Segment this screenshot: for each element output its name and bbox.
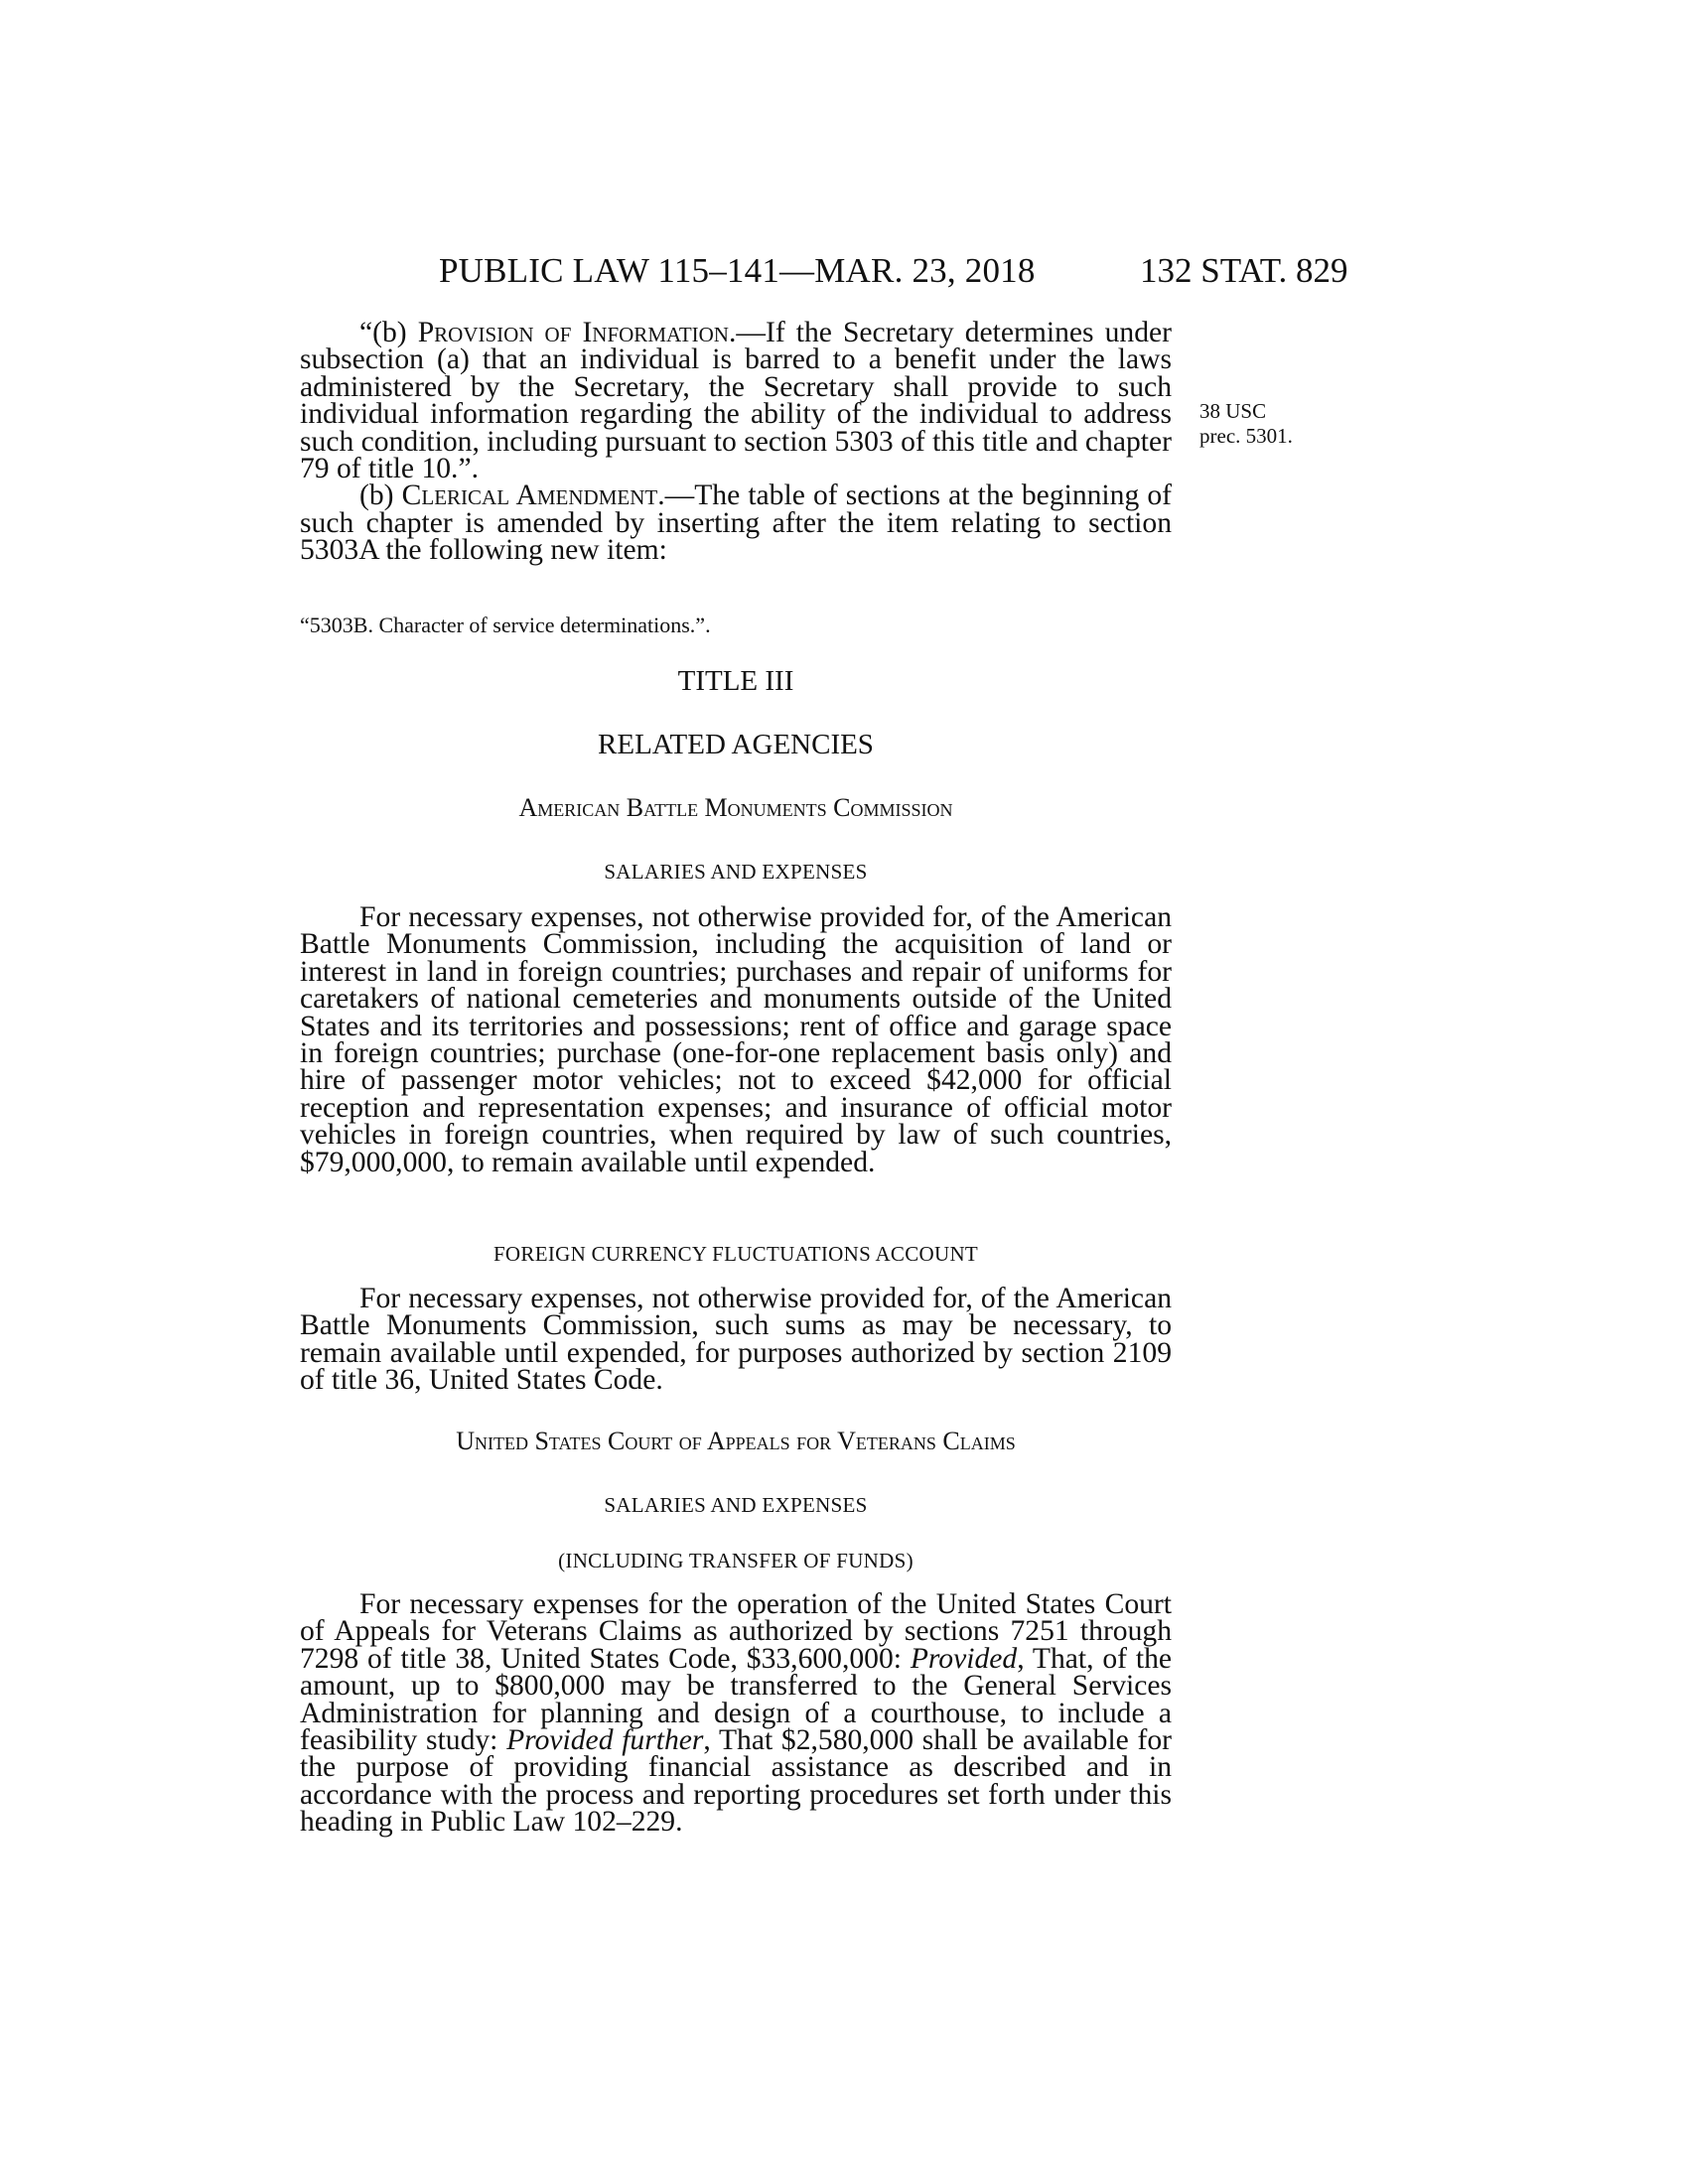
account-heading: SALARIES AND EXPENSES [604,1493,868,1517]
account-subheading: (INCLUDING TRANSFER OF FUNDS) [558,1549,914,1572]
title-heading: TITLE III [677,665,794,697]
statute-page-number: 132 STAT. 829 [1140,251,1348,290]
account-heading: FOREIGN CURRENCY FLUCTUATIONS ACCOUNT [492,1242,979,1266]
provided-clause: Provided [910,1642,1018,1675]
title-subheading: RELATED AGENCIES [598,729,874,760]
provision-of-information-paragraph: “(b) Provision of Information.—If the Secretary determines under subsection (a) that an individual is barred to a benefit under the laws administered by the Secretary, the Secretary shall provide to such individual information regarding the ability of the individual to address such condition, including pursuant to section 5303 of this title and chapter 79 of title 10.”. [300,317,1172,485]
agency-heading: United States Court of Appeals for Veterans Claims [456,1427,1016,1455]
appropriation-text: For necessary expenses, not otherwise provided for, of the American Battle Monuments Commission, such sums as may be necessary, to remain available until expended, for purposes authorized by section 2109 of title 36, United States Code. [300,1283,1172,1397]
account-heading: SALARIES AND EXPENSES [604,860,868,884]
appropriation-text: For necessary expenses, not otherwise provided for, of the American Battle Monuments Commission, including the acquisition of land or interest in land in foreign countries; purchases and repair of uniforms for caretakers of national cemeteries and monuments outside of the United States and its territories and possessions; rent of office and garage space in foreign countries; purchase (one-for-one replacement basis only) and hire of passenger motor vehicles; not to exceed $42,000 for official reception and representation expenses; and insurance of official motor vehicles in foreign countries, when required by law of such countries, $79,000,000, to remain available until expended. [300,901,1172,1178]
paragraph-caption: Clerical Amendment [401,479,658,512]
table-of-sections-item: “5303B. Character of service determinations.”. [300,613,711,637]
clerical-amendment-paragraph: (b) Clerical Amendment.—The table of sections at the beginning of such chapter is amended by inserting after the item relating to section 5303A the following new item: [300,479,1173,567]
appropriation-text: For necessary expenses for the operation of the United States Court of Appeals for Veterans Claims as authorized by sections 7251 through 7298 of title 38, United States Code, $33,600,000: Provided, That, of the amount, up to $800,000 may be transferred to the General Services Administration for planning and design of a courthouse, to include a feasibility study: Provided further, That $2,580,000 shall be available for the purpose of providing financial assistance as described and in accordance with the process and reporting procedures set forth under this heading in Public Law 102–229. [300,1588,1173,1839]
margin-note: 38 USC prec. 5301. [1199,399,1293,448]
provided-further-clause: Provided further [506,1724,704,1757]
section-text-block [300,317,1173,567]
running-header: PUBLIC LAW 115–141—MAR. 23, 2018 [439,251,1036,290]
paragraph-caption: Provision of Information [417,317,729,348]
agency-heading: American Battle Monuments Commission [518,793,953,822]
